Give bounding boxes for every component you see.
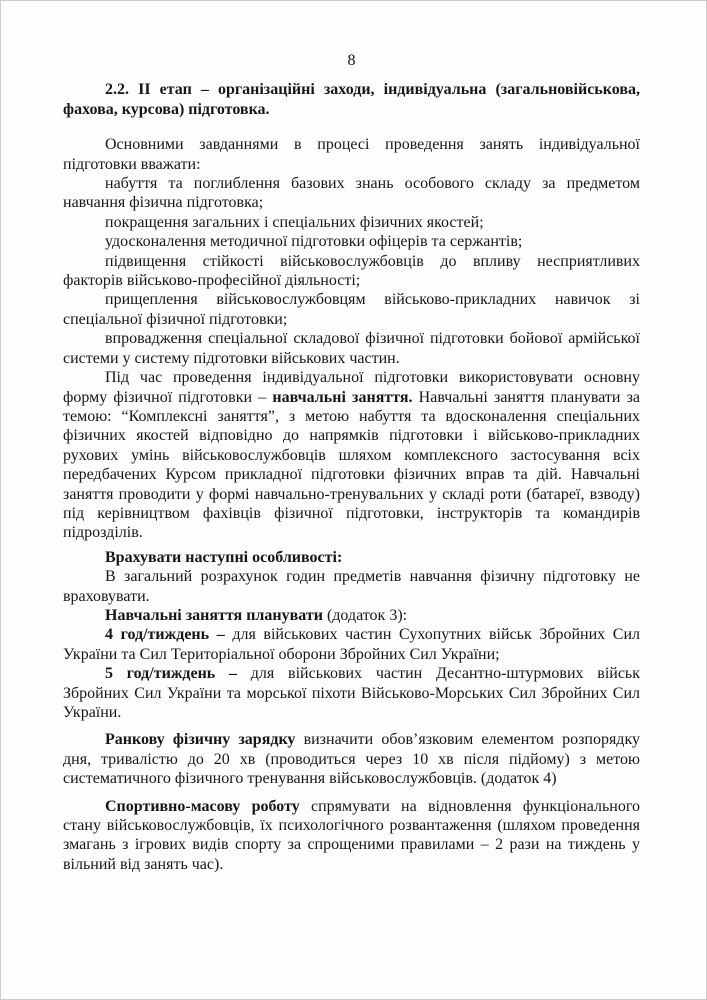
text-run-bold: Спортивно-масову роботу <box>105 797 300 815</box>
text-run: для військових частин Сухопутних військ Збройних Сил України та Сил Територіальної оборони Збройних Сил України; <box>63 626 641 663</box>
text-run: визначити обов’язковим елементом розпорядку дня, тривалістю до 20 хв (проводиться через 10 хв після підйому) з метою систематичного фізичного тренування військовослужбовців. (додаток 4) <box>63 731 640 788</box>
text-run-bold: 5 год/тиждень – <box>105 665 251 683</box>
page-number: 8 <box>347 52 356 69</box>
text-run: набуття та поглиблення базових знань особового складу за предметом навчання фізична підготовка; <box>63 175 640 212</box>
text-run: Основними завданнями в процесі проведення занять індивідуальної підготовки вважати: <box>63 136 640 173</box>
text-run: впровадження спеціальної складової фізичної підготовки бойової армійської системи у систему підготовки військових частин. <box>63 330 640 367</box>
text-run: удосконалення методичної підготовки офіцерів та сержантів; <box>105 233 523 251</box>
text-run: спрямувати на відновлення функціонального стану військовослужбовців, їх психологічного розвантаження (шляхом проведення змагань з ігрових видів спорту за спрощеними правилами – 2 рази на тиждень у вільний від занять час). <box>63 797 641 873</box>
paragraph-15 <box>63 797 640 875</box>
text-run: Навчальні заняття планувати за темою: “Комплексні заняття”, з метою набуття та вдосконалення спеціальних фізичних якостей відповідно до напрямків підготовки і військово-прикладних рухових умінь військовослужбовців шляхом комплексного застосування всіх передбачених Курсом прикладної підготовки фізичних вправ та дій. Навчальні заняття проводити у формі навчально-тренувальних у складі роти (батареї, взводу) під керівництвом фахівців фізичної підготовки, інструкторів та командирів підрозділів. <box>63 388 641 542</box>
text-run: для військових частин Десантно-штурмових військ Збройних Сил України та морської піхоти Військово-Морських Сил Збройних Сил України. <box>63 665 640 721</box>
text-run-bold: навчальні заняття. <box>272 388 413 406</box>
text-run: покращення загальних і спеціальних фізичних якостей; <box>105 213 484 231</box>
paragraph-13 <box>63 664 640 722</box>
paragraph-11 <box>63 606 640 625</box>
text-run: В загальний розрахунок годин предметів навчання фізичну підготовку не враховувати. <box>63 568 640 605</box>
text-run-bold: Ранкову фізичну зарядку <box>105 731 296 749</box>
paragraph-12 <box>63 625 640 664</box>
text-run: (додаток 3): <box>322 606 408 624</box>
paragraph-1 <box>63 135 640 174</box>
document-body <box>63 135 640 874</box>
paragraph-14 <box>63 730 640 788</box>
paragraph-10 <box>63 567 640 606</box>
text-run: Під час проведення індивідуальної підготовки використовувати основну форму фізичної підготовки – <box>63 369 640 406</box>
section-heading: 2.2. II етап – організаційні заходи, індивідуальна (загальновійськова, фахова, курсова) підготовка. <box>63 81 640 118</box>
text-run: підвищення стійкості військовослужбовців до впливу несприятливих факторів військово-професійної діяльності; <box>63 252 640 290</box>
paragraph-3 <box>63 213 640 232</box>
text-run-bold: 4 год/тиждень – <box>105 626 233 644</box>
paragraph-7 <box>63 329 640 368</box>
text-run-bold: Врахувати наступні особливості: <box>105 548 343 566</box>
paragraph-2 <box>63 174 640 213</box>
paragraph-4 <box>63 232 640 251</box>
text-run-bold: Навчальні заняття планувати <box>105 606 323 624</box>
paragraph-8 <box>63 368 640 543</box>
text-run: прищеплення військовослужбовцям військово-прикладних навичок зі спеціальної фізичної підготовки; <box>63 291 640 328</box>
paragraph-6 <box>63 290 640 329</box>
paragraph-5 <box>63 252 640 291</box>
paragraph-9 <box>63 548 640 567</box>
